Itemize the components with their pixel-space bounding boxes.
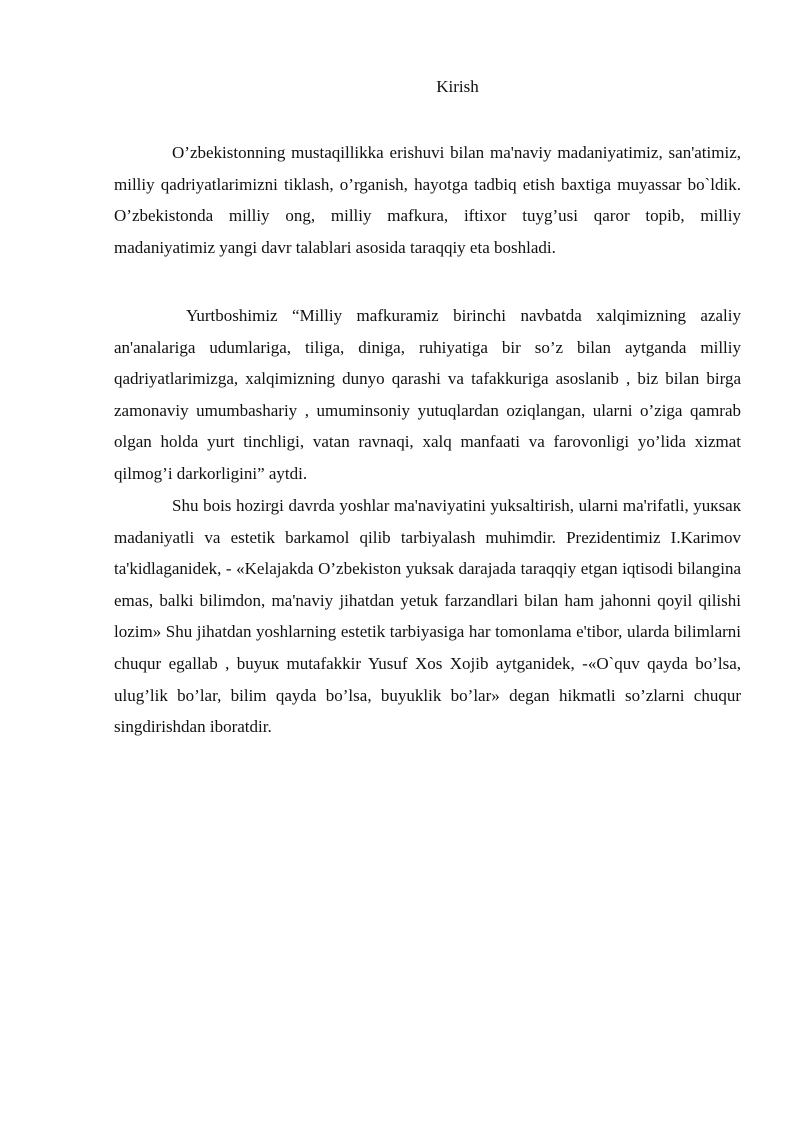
paragraph-1: O’zbekistonning mustaqillikka erishuvi bilan ma'naviy madaniyatimiz, san'atimiz, milliy qadriyatlarimizni tiklash, o’rganish, hayotga tadbiq etish baxtiga muyassar bo`ldik. O’zbekistonda milliy ong, milliy mafkura, iftixor tuyg’usi qaror topib, milliy madaniyatimiz yangi davr talablari asosida taraqqiy eta boshladi.: [114, 143, 741, 257]
paragraph-3: Shu bois hozirgi davrda yoshlar ma'naviyatini yuksaltirish, ularni ma'rifatli, yuкsaк madaniyatli va estetik barkamol qilib tarbiyalash muhimdir. Prezidentimiz I.Karimov ta'kidlaganidek, - «Kelajakda O’zbekiston yuksak darajada taraqqiy etgan iqtisodi bilangina emas, balki bilimdon, ma'naviy jihatdan yetuk farzandlari bilan ham jahonni qoyil qilishi lozim» Shu jihatdan yoshlarning estetik tarbiyasiga har tomonlama e'tibor, ularda bilimlarni chuqur egallab , buyuк mutafakkir Yusuf Xos Xojib aytganidek, -«O`quv qayda bo’lsa, ulug’lik bo’lar, bilim qayda bo’lsa, buyuklik bo’lar» degan hikmatli so’zlarni chuqur singdirishdan iboratdir.: [114, 496, 741, 737]
page-title: Kirish: [436, 77, 479, 96]
paragraph-2: Yurtboshimiz “Milliy mafkuramiz birinchi navbatda xalqimizning azaliy an'analariga udumlariga, tiliga, diniga, ruhiyatiga bir so’z bilan aytganda milliy qadriyatlarimizga, xalqimizning dunyo qarashi va tafakkuriga asoslanib , biz bilan birga zamonaviy umumbashariy , umuminsoniy yutuqlardan oziqlangan, ularni o’ziga qamrab olgan holda yurt tinchligi, vatan ravnaqi, xalq manfaati va farovonligi yo’lida xizmat qilmog’i darkorligini” aytdi.: [114, 306, 741, 483]
